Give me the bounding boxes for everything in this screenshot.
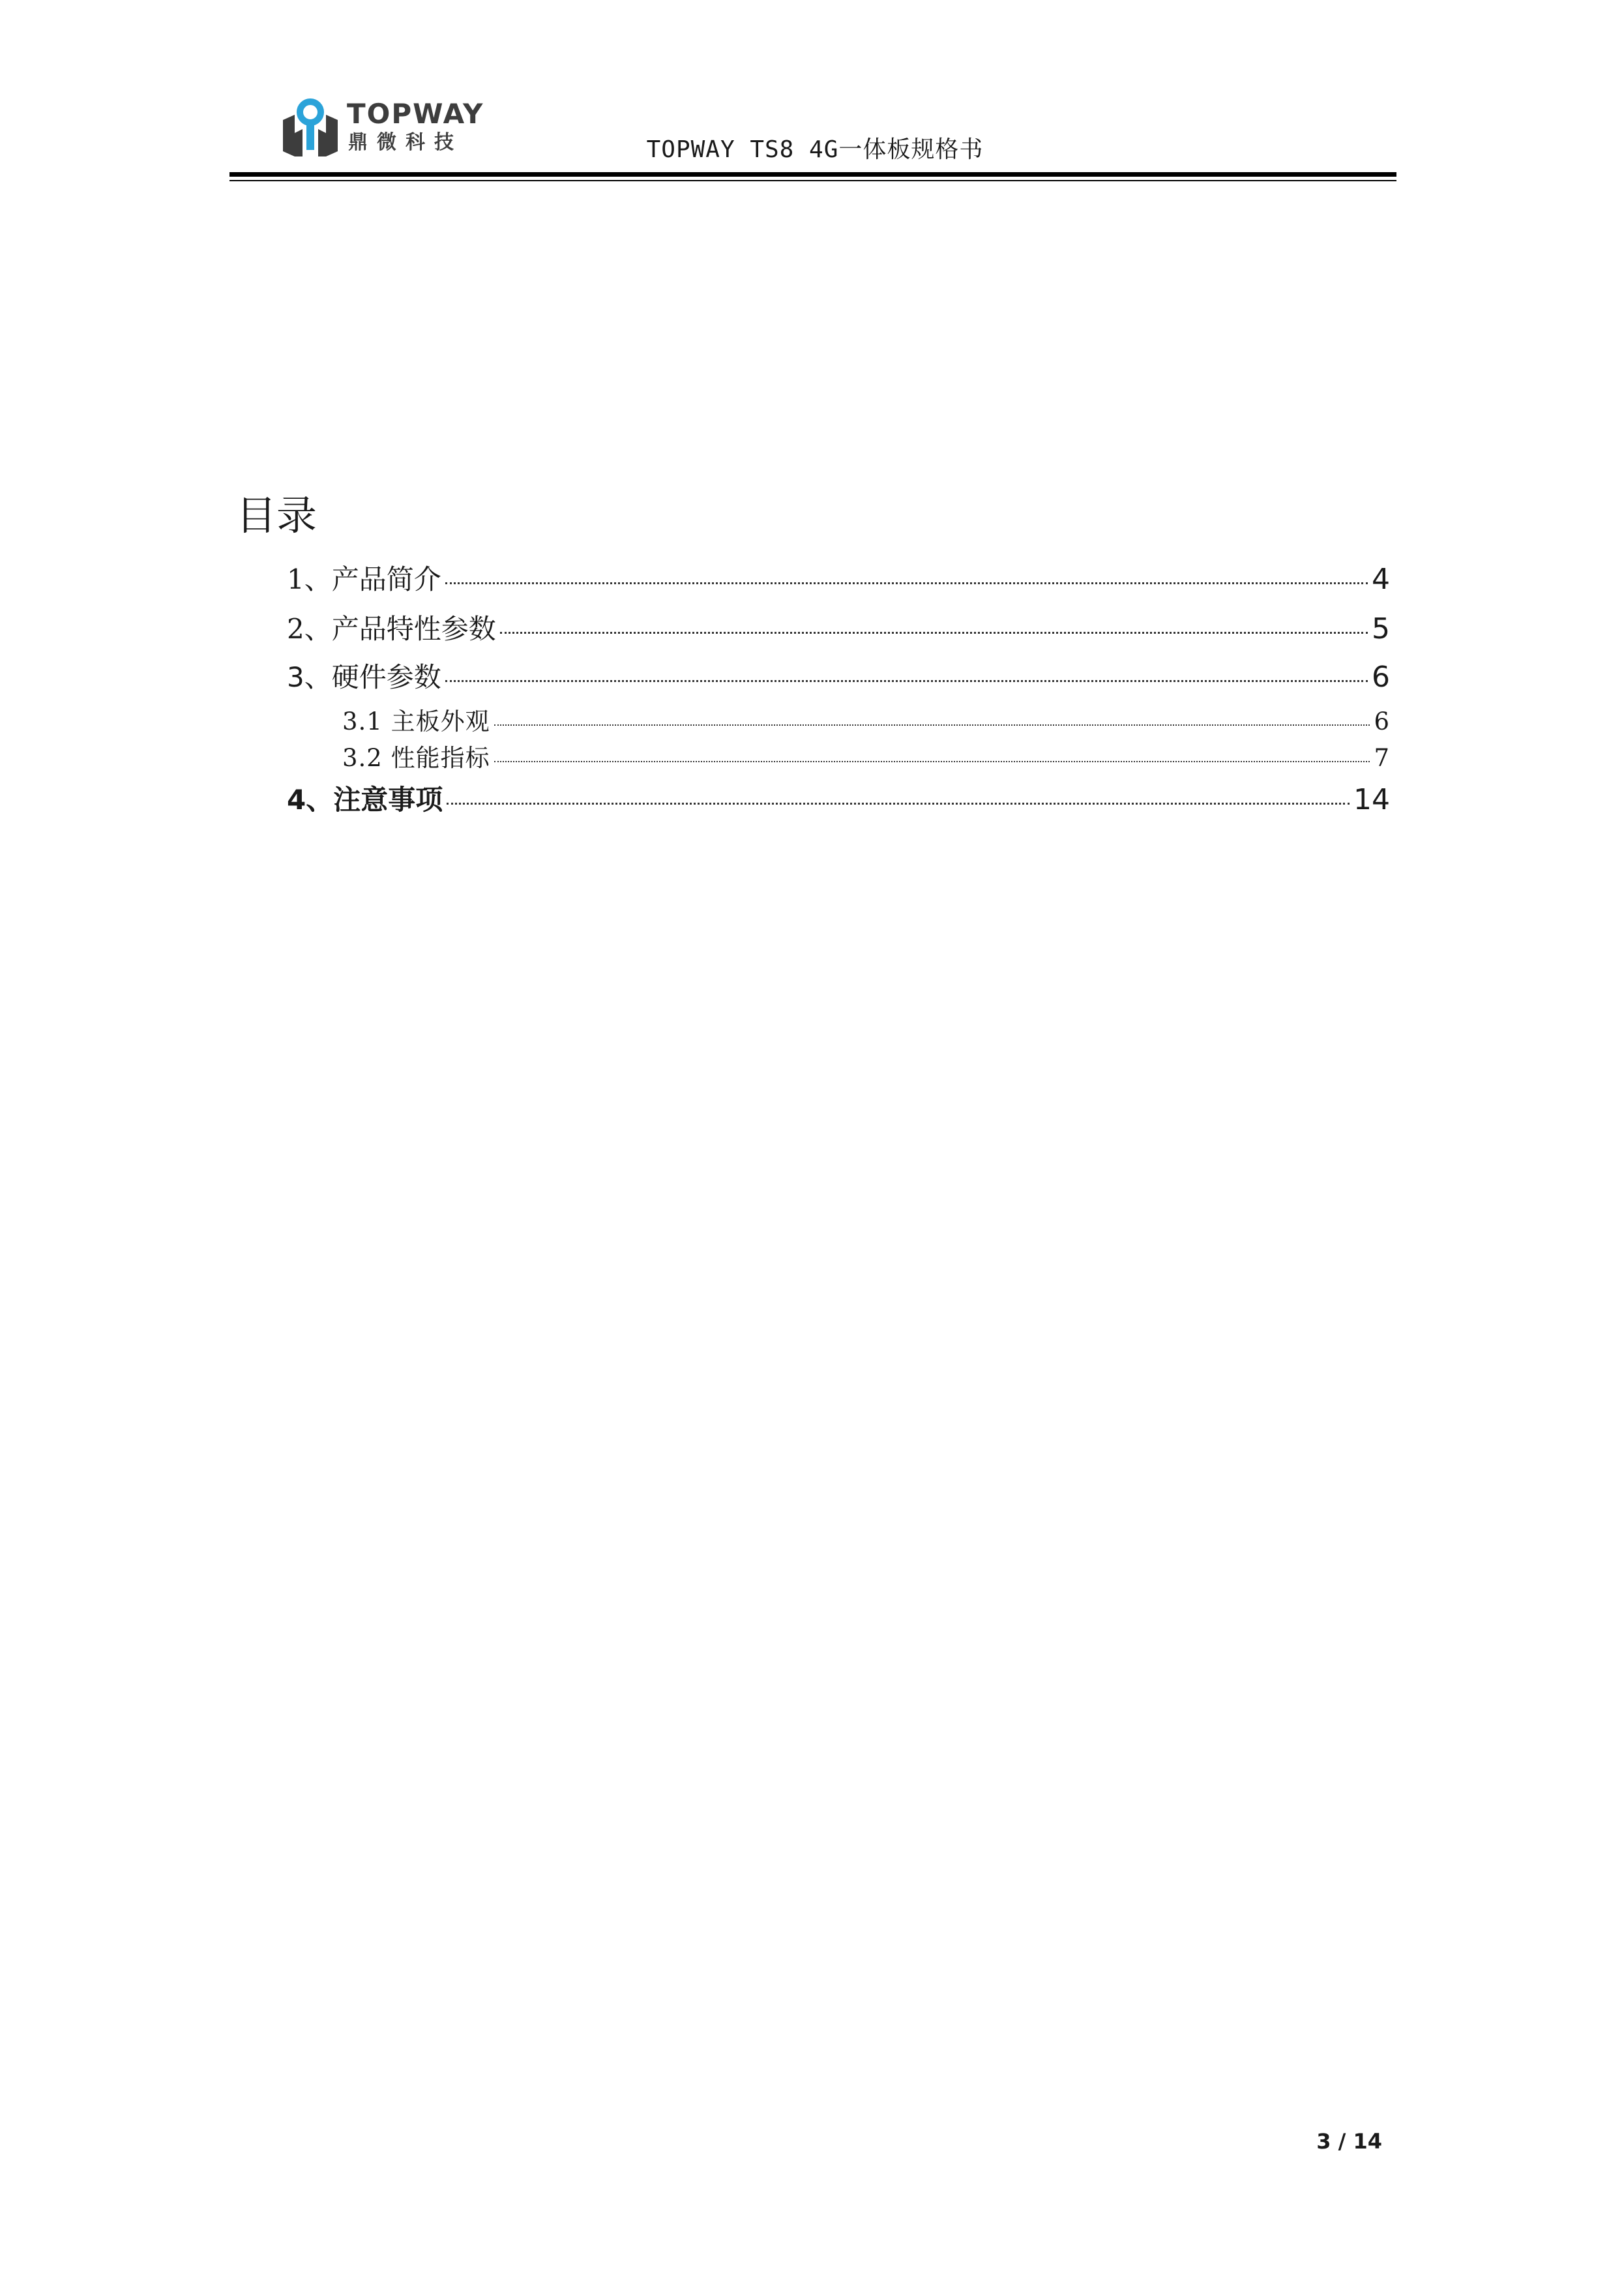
page-number: 3 / 14	[1316, 2129, 1382, 2154]
logo-text-en: TOPWAY	[347, 98, 484, 130]
toc-dot-leader	[494, 761, 1370, 762]
toc-entry-hardware-params[interactable]	[287, 656, 1390, 695]
header-rule-thin	[229, 180, 1396, 181]
toc-entry-page: 6	[1374, 707, 1390, 736]
toc-entry-page: 6	[1372, 661, 1390, 694]
toc-entry-notes[interactable]	[287, 779, 1390, 818]
toc-entry-label: 3.1 主板外观	[342, 707, 490, 736]
toc-entry-page: 7	[1374, 744, 1390, 772]
toc-entry-page: 14	[1353, 783, 1390, 816]
toc-dot-leader	[445, 680, 1368, 682]
toc-dot-leader	[447, 803, 1350, 805]
toc-dot-leader	[494, 724, 1370, 726]
toc-entry-product-intro[interactable]	[287, 558, 1390, 597]
toc-heading: 目录	[236, 492, 317, 539]
toc-dot-leader	[445, 582, 1368, 584]
toc-entry-label: 4、注意事项	[287, 784, 443, 816]
toc-entry-page: 4	[1372, 563, 1390, 596]
toc-entry-label: 2、产品特性参数	[287, 613, 496, 645]
logo-text-cn: 鼎微科技	[348, 131, 463, 154]
toc-entry-page: 5	[1372, 612, 1390, 646]
toc-entry-label: 3.2 性能指标	[342, 744, 490, 772]
document-title: TOPWAY TS8 4G一体板规格书	[646, 136, 984, 163]
header-rule-thick	[229, 172, 1396, 177]
toc-dot-leader	[500, 632, 1368, 634]
toc-entry-performance[interactable]	[342, 738, 1390, 773]
toc-entry-product-features[interactable]	[287, 608, 1390, 647]
toc-entry-board-appearance[interactable]	[342, 702, 1390, 737]
toc-entry-label: 3、硬件参数	[287, 661, 441, 693]
company-logo	[280, 97, 484, 162]
toc-entry-label: 1、产品简介	[287, 563, 441, 595]
topway-logo-icon	[280, 97, 340, 162]
